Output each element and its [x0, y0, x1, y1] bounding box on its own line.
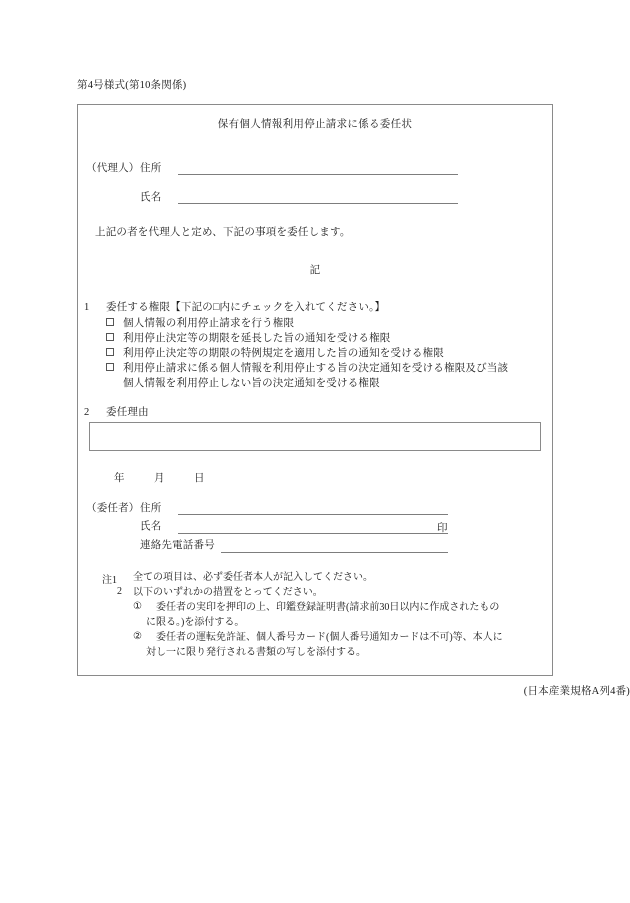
delegator-address-input[interactable] [178, 514, 448, 515]
permission-item-1-label: 個人情報の利用停止請求を行う権限 [123, 318, 295, 329]
delegator-address-label: 住所 [140, 503, 162, 514]
agent-section-label: （代理人） [86, 163, 140, 174]
section2-number: 2 [84, 407, 90, 418]
paper-size-note: (日本産業規格A列4番) [523, 686, 630, 697]
document-title: 保有個人情報利用停止請求に係る委任状 [217, 119, 413, 130]
form-frame [77, 104, 553, 676]
agent-name-input[interactable] [178, 203, 458, 204]
delegator-name-label: 氏名 [140, 521, 162, 532]
note-item-2-line1: 委任者の運転免許証、個人番号カード(個人番号通知カードは不可)等、本人に [156, 632, 503, 643]
note-item-1-line2: に限る。)を添付する。 [146, 617, 245, 628]
checkbox-icon[interactable] [106, 363, 114, 371]
delegator-phone-input[interactable] [221, 552, 448, 553]
permission-item-4-label: 利用停止請求に係る個人情報を利用停止する旨の決定通知を受ける権限及び当該 [123, 363, 509, 374]
note-item-1-marker: ① [133, 601, 142, 612]
checkbox-icon[interactable] [106, 348, 114, 356]
note-2-text: 以下のいずれかの措置をとってください。 [133, 587, 323, 598]
delegator-phone-label: 連絡先電話番号 [140, 540, 215, 551]
permission-item-2-label: 利用停止決定等の期限を延長した旨の通知を受ける権限 [123, 333, 391, 344]
agent-address-label: 住所 [140, 163, 162, 174]
agent-address-input[interactable] [178, 174, 458, 175]
agent-name-label: 氏名 [140, 192, 162, 203]
delegator-name-input[interactable] [178, 533, 448, 534]
checkbox-icon[interactable] [106, 333, 114, 341]
permission-item-3[interactable] [106, 346, 444, 361]
date-year-label[interactable]: 年 [114, 473, 125, 484]
note-item-2-line2: 対し一に限り発行される書類の写しを添付する。 [146, 647, 366, 658]
section1-heading: 委任する権限【下記の□内にチェックを入れてください。】 [106, 302, 386, 313]
section1-number: 1 [84, 302, 90, 313]
checkbox-icon[interactable] [106, 318, 114, 326]
section2-heading: 委任理由 [106, 407, 149, 418]
date-day-label[interactable]: 日 [194, 473, 205, 484]
form-number-label: 第4号様式(第10条関係) [77, 80, 187, 91]
permission-item-4[interactable] [106, 361, 508, 376]
note-item-1-line1: 委任者の実印を押印の上、印鑑登録証明書(請求前30日以内に作成されたもの [156, 602, 500, 613]
permission-item-1[interactable] [106, 316, 294, 331]
date-month-label[interactable]: 月 [154, 473, 165, 484]
note-2-number: 2 [117, 586, 122, 597]
delegation-statement: 上記の者を代理人と定め、下記の事項を委任します。 [95, 227, 351, 238]
notes-label: 注1 [102, 575, 117, 586]
note-1-text: 全ての項目は、必ず委任者本人が記入してください。 [133, 572, 373, 583]
permission-item-4-label-continued: 個人情報を利用停止しない旨の決定通知を受ける権限 [123, 378, 380, 389]
permission-item-3-label: 利用停止決定等の期限の特例規定を適用した旨の通知を受ける権限 [123, 348, 444, 359]
seal-mark-label: 印 [437, 523, 448, 534]
permission-item-2[interactable] [106, 331, 391, 346]
reason-textarea[interactable] [89, 422, 541, 451]
ki-marker: 記 [309, 265, 321, 276]
note-item-2-marker: ② [133, 631, 142, 642]
delegator-section-label: （委任者） [86, 503, 140, 514]
